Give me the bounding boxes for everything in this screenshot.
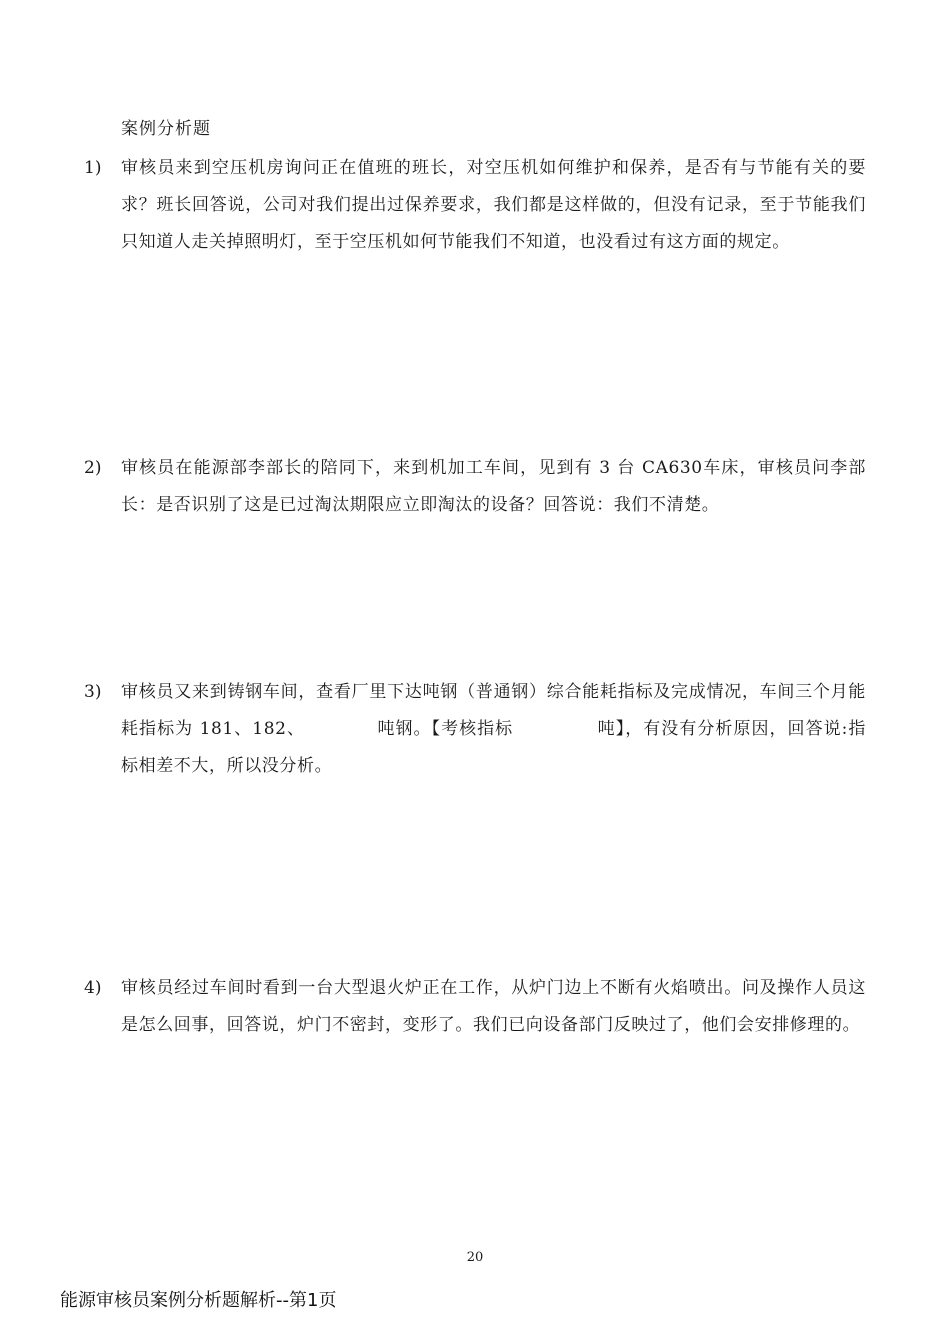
question-text: 审核员在能源部李部长的陪同下，来到机加工车间，见到有 3 台 CA630车床，审核员问李部长：是否识别了这是已过淘汰期限应立即淘汰的设备？回答说：我们不清楚。 bbox=[121, 458, 866, 515]
question-number: 3) bbox=[84, 682, 102, 702]
question-text: 审核员经过车间时看到一台大型退火炉正在工作，从炉门边上不断有火焰喷出。问及操作人员这是怎么回事，回答说，炉门不密封，变形了。我们已向设备部门反映过了，他们会安排修理的。 bbox=[121, 978, 866, 1035]
question-number: 2) bbox=[84, 458, 102, 478]
question-text: 审核员来到空压机房询问正在值班的班长，对空压机如何维护和保养，是否有与节能有关的要求？班长回答说，公司对我们提出过保养要求，我们都是这样做的，但没有记录，至于节能我们只知道人走关掉照明灯，至于空压机如何节能我们不知道，也没看过有这方面的规定。 bbox=[121, 158, 866, 252]
question-text bbox=[121, 674, 866, 785]
page-number: 20 bbox=[466, 1250, 484, 1265]
question-text-part: 审核员又来到铸钢车间，查看厂里下达吨钢（普通钢）综合能耗指标及完成情况，车间三个月能耗指标为 181、182、 bbox=[121, 682, 866, 739]
question-text-part: 吨钢。【考核指标 bbox=[377, 719, 514, 739]
question-number: 1) bbox=[84, 158, 102, 178]
section-title: 案例分析题 bbox=[121, 119, 211, 139]
question-4 bbox=[84, 970, 866, 1044]
footer-text: 能源审核员案例分析题解析--第1页 bbox=[60, 1290, 337, 1311]
question-2 bbox=[84, 450, 866, 524]
question-1 bbox=[84, 150, 866, 261]
question-3 bbox=[84, 674, 866, 785]
question-number: 4) bbox=[84, 978, 102, 998]
question-text-part: 吨】，有没有分析原因，回答说:指标相差不大，所以没分析。 bbox=[121, 719, 867, 776]
